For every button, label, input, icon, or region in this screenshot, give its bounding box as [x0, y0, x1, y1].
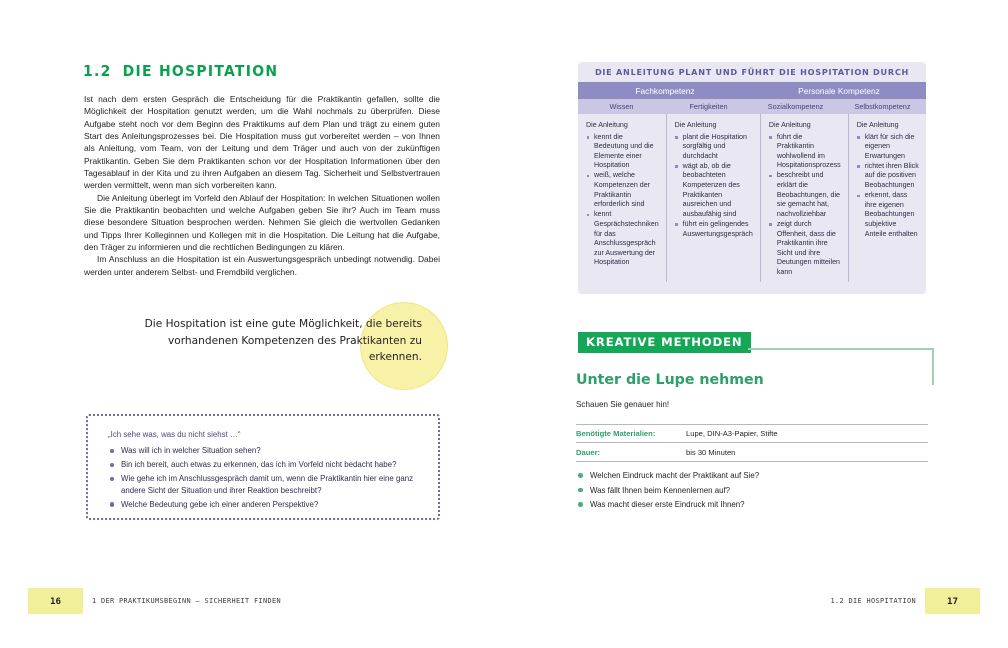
list-item [108, 473, 426, 496]
list-item [578, 499, 928, 510]
competence-item-text: kennt Gesprächstechniken für das Anschlussgespräch zur Auswertung der Hospitation [594, 210, 659, 267]
chapter-title: DIE HOSPITATION [122, 62, 279, 80]
question-text: Was fällt Ihnen beim Kennenlernen auf? [590, 485, 731, 495]
bullet-icon [587, 175, 590, 178]
bullet-icon [578, 488, 583, 493]
bullet-icon [110, 449, 114, 453]
pull-quote [120, 300, 450, 395]
method-rule-horizontal [748, 348, 934, 350]
column-lead: Die Anleitung [856, 121, 899, 129]
bullet-icon [110, 502, 114, 506]
method-questions [578, 470, 928, 514]
competence-item-text: weiß, welche Kompetenzen der Praktikantin erforderlich sind [594, 171, 650, 209]
competence-column-sozialkompetenz [761, 114, 849, 282]
competence-column-selbstkompetenz [849, 114, 926, 282]
bullet-icon [110, 463, 114, 467]
competence-item-text: führt die Praktikantin wohlwollend im Hospitationsprozess [776, 132, 841, 170]
competence-item-text: klärt für sich die eigenen Erwartungen [864, 132, 915, 160]
meta-value: Lupe, DIN-A3-Papier, Stifte [686, 429, 778, 438]
list-item [675, 162, 753, 220]
column-header-cell: Sozialkompetenz [767, 102, 824, 111]
reflection-lead: „Ich sehe was, was du nicht siehst …“ [108, 430, 241, 439]
paragraph-1: Ist nach dem ersten Gespräch die Entscheidung für die Praktikantin gefallen, sollte die Möglichkeit der Hospitation genutzt werden, um die Wahl nochmals zu überprüfen. Diese Aufgabe steht noch vor dem Beginn des Praktikums auf dem Plan und trägt zu einem guten Start des Anleitungsprozesses bei. Die Hospitation muss gut vorbereitet werden – von Ihnen als Anleitung, vom Team, von der Leitung und dem Träger und auch von der zukünftigen Praktikantin. Geben Sie dem Praktikanten schon vor der Hospitation Informationen über den Tagesablauf in der Kita und zu ihren Aufgaben an diesem Tag. Sicherheit und Selbstvertrauen werden vermittelt, wenn man sich vorbereiten kann. [84, 94, 440, 191]
group-header-cell: Personale Kompetenz [798, 85, 880, 96]
bullet-icon [857, 165, 860, 168]
bullet-icon [769, 175, 772, 178]
competence-item-text: plant die Hospitation sorgfältig und durchdacht [682, 132, 747, 160]
method-subtitle: Schauen Sie genauer hin! [576, 400, 670, 409]
paragraph-2: Die Anleitung überlegt im Vorfeld den Ablauf der Hospitation: In welchen Situationen wollen Sie die Praktikantin beobachten und welche Aufgaben geben Sie ihr? Auch im Team muss diese besondere Situation besprochen werden. Nehmen Sie gleich die wertvollen Gedanken und Tipps Ihrer Kolleginnen und Kollegen mit in die Hospitation. Die Leitung hat die Aufgabe, den Träger zu informieren und die rechtlichen Bedingungen zu klären. [84, 192, 440, 253]
competence-item-text: führt ein gelingendes Auswertungsgespräch [682, 219, 753, 238]
competence-column-wissen [578, 114, 667, 282]
reflection-item-text: Bin ich bereit, auch etwas zu erkennen, das ich im Vorfeld nicht bedacht habe? [121, 459, 397, 469]
question-text: Was macht dieser erste Eindruck mit Ihnen? [590, 500, 745, 510]
method-meta-table [576, 424, 928, 462]
bullet-icon [578, 502, 583, 507]
list-item [108, 499, 426, 511]
meta-value: bis 30 Minuten [686, 447, 736, 457]
list-item [586, 210, 659, 268]
competence-table [578, 62, 926, 294]
competence-item-text: beschreibt und erklärt die Beobachtungen, die sie gemacht hat, nachvollziehbar [776, 171, 840, 218]
column-header-cell: Selbstkompetenz [854, 102, 911, 111]
paragraph-3: Im Anschluss an die Hospitation ist ein Auswertungsgespräch unbedingt notwendig. Dabei werden unter anderem Selbst- und Fremdbild verglichen. [84, 254, 440, 277]
list-item [586, 133, 659, 171]
reflection-item-text: Was will ich in welcher Situation sehen? [121, 446, 261, 455]
bullet-icon [587, 136, 590, 139]
list-item [857, 191, 919, 239]
bullet-icon [675, 165, 678, 168]
right-page-number: 17 [946, 595, 959, 607]
method-heading: Unter die Lupe nehmen [576, 372, 764, 388]
competence-item-text: richtet ihren Blick auf die positiven Beobachtungen [864, 161, 919, 190]
reflection-box [86, 414, 440, 520]
bullet-icon [675, 223, 678, 226]
group-header-cell: Fachkompetenz [635, 85, 695, 96]
table-row [576, 443, 928, 462]
kreative-methoden-tag: KREATIVE METHODEN [578, 332, 751, 353]
list-item [857, 133, 919, 162]
competence-group-header-row [578, 82, 926, 99]
bullet-icon [769, 223, 772, 226]
meta-label: Benötigte Materialien: [576, 429, 656, 438]
list-item [769, 171, 841, 219]
body-text [84, 93, 440, 278]
list-item [108, 459, 426, 471]
bullet-icon [769, 136, 772, 139]
column-lead: Die Anleitung [586, 121, 628, 129]
column-lead: Die Anleitung [768, 121, 811, 129]
competence-table-title: DIE ANLEITUNG PLANT UND FÜHRT DIE HOSPITATION DURCH [594, 67, 910, 77]
bullet-icon [110, 477, 114, 481]
list-item [578, 485, 928, 496]
reflection-item-text: Wie gehe ich im Anschlussgespräch damit um, wenn die Praktikantin hier eine ganz andere Sicht der Situation und ihrer Reaktion beschreibt? [121, 473, 414, 495]
chapter-number: 1.2 [83, 62, 112, 80]
question-text: Welchen Eindruck macht der Praktikant auf Sie? [590, 471, 760, 480]
reflection-item-text: Welche Bedeutung gebe ich einer anderen Perspektive? [121, 499, 319, 509]
competence-column-header-row [578, 99, 926, 114]
competence-table-body [578, 114, 926, 282]
competence-item-text: erkennt, dass ihre eigenen Beobachtungen subjektive Anteile enthalten [864, 191, 918, 238]
bullet-icon [675, 136, 678, 139]
column-header-cell: Wissen [609, 102, 634, 111]
list-item [769, 220, 841, 278]
list-item [769, 133, 841, 171]
bullet-icon [578, 473, 583, 478]
list-item [857, 162, 919, 191]
column-header-cell: Fertigkeiten [689, 102, 728, 111]
left-page-number: 16 [49, 595, 62, 607]
competence-item-text: wägt ab, ob die beobachteten Kompetenzen des Praktikanten ausreichen und ausbaufähig sind [682, 161, 740, 218]
meta-label: Dauer: [576, 447, 601, 457]
left-running-title: 1 DER PRAKTIKUMSBEGINN – SICHERHEIT FINDEN [92, 597, 281, 605]
list-item [675, 133, 753, 162]
bullet-icon [857, 136, 860, 139]
competence-item-text: kennt die Bedeutung und die Elemente einer Hospitation [594, 132, 654, 170]
competence-item-text: zeigt durch Offenheit, dass die Praktikantin ihre Sicht und ihre Deutungen mitteilen kann [776, 219, 840, 276]
table-row [576, 424, 928, 443]
bullet-icon [587, 214, 590, 217]
list-item [586, 171, 659, 209]
page-title [83, 62, 278, 80]
column-lead: Die Anleitung [674, 121, 717, 129]
pull-quote-text: Die Hospitation ist eine gute Möglichkeit, die bereits vorhandenen Kompetenzen des Praktikanten zu erkennen. [144, 318, 422, 363]
right-running-title: 1.2 DIE HOSPITATION [830, 597, 916, 605]
method-rule-vertical [932, 348, 934, 385]
list-item [108, 445, 426, 457]
bullet-icon [857, 195, 860, 198]
competence-column-fertigkeiten [667, 114, 761, 282]
list-item [675, 220, 753, 239]
list-item [578, 470, 928, 481]
